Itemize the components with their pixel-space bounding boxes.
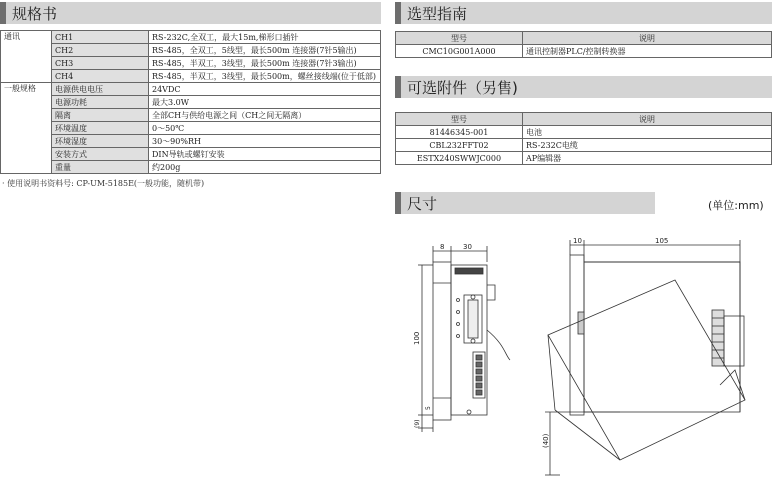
spec-row-label: CH3 [52,57,149,70]
spec-row-value: 全部CH与供给电源之间（CH之间无隔离） [149,109,381,122]
model-cell: 81446345-001 [396,126,523,139]
table-header-row [396,113,772,126]
spec-table [0,30,381,174]
dim-105-label: 105 [655,237,669,245]
model-cell: CMC10G001A000 [396,45,523,58]
table-row [1,96,381,109]
dim-10-label: 10 [573,237,582,245]
table-row [396,126,772,139]
dimensions-unit: (单位:mm) [708,199,764,212]
dim-40-label: (40) [542,433,550,448]
spec-row-label: 电源供电电压 [52,83,149,96]
spec-row-label: CH2 [52,44,149,57]
desc-cell: 通讯控制器PLC/控制转换器 [523,45,772,58]
spec-section-header [0,2,381,24]
side-view [545,240,745,475]
dim-30-label: 30 [463,243,472,251]
spec-row-label: 重量 [52,161,149,174]
table-row [1,57,381,70]
header-bar [395,76,401,98]
table-row [1,161,381,174]
table-row [1,70,381,83]
spec-title: 规格书 [12,4,58,23]
column-header: 型号 [396,32,523,45]
spec-row-value: RS-485，半双工，3线型，最长500m 连接器(7针3输出) [149,57,381,70]
table-row [1,148,381,161]
table-row [1,135,381,148]
table-row [1,109,381,122]
table-row [1,83,381,96]
spec-row-label: CH1 [52,31,149,44]
dim-8-label: 8 [440,243,445,251]
manual-note: · 使用说明书资料号: CP-UM-5185E(一般功能，随机带) [2,179,205,188]
spec-row-value: 30～90%RH [149,135,381,148]
spec-row-value: 24VDC [149,83,381,96]
column-header: 说明 [523,113,772,126]
dim-5-label: 5 [425,406,432,410]
spec-row-value: DIN导轨或螺钉安装 [149,148,381,161]
spec-row-value: 最大3.0W [149,96,381,109]
spec-row-value: 0～50℃ [149,122,381,135]
model-cell: ESTX240SWWJC000 [396,152,523,165]
header-bar [0,2,6,24]
accessories-section-header [395,76,772,98]
table-row [1,44,381,57]
column-header: 型号 [396,113,523,126]
spec-row-value: RS-485，全双工，5线型，最长500m 连接器(7针5输出) [149,44,381,57]
selection-title: 选型指南 [407,4,468,23]
spec-row-label: CH4 [52,70,149,83]
spec-group-label: 一般规格 [1,83,52,174]
accessories-title: 可选附件（另售) [407,78,518,97]
dim-9-label: (9) [414,419,421,428]
accessories-table [395,112,772,165]
dimensions-title: 尺寸 [407,194,438,213]
table-row [396,139,772,152]
spec-group-label: 通讯 [1,31,52,83]
table-row [1,31,381,44]
table-row [396,152,772,165]
dimensions-section-header [395,192,655,214]
model-cell: CBL232FFT02 [396,139,523,152]
spec-row-label: 环境温度 [52,122,149,135]
dim-100-label: 100 [413,331,421,345]
spec-row-label: 电源功耗 [52,96,149,109]
spec-row-label: 安装方式 [52,148,149,161]
table-header-row [396,32,772,45]
front-view [418,246,510,432]
spec-row-label: 隔离 [52,109,149,122]
table-row [1,122,381,135]
desc-cell: AP编辑器 [523,152,772,165]
spec-row-value: 约200g [149,161,381,174]
selection-table [395,31,772,58]
spec-row-label: 环境湿度 [52,135,149,148]
spec-row-value: RS-232C,全双工，最大15m,梯形口插针 [149,31,381,44]
column-header: 说明 [523,32,772,45]
selection-section-header [395,2,772,24]
desc-cell: RS-232C电缆 [523,139,772,152]
desc-cell: 电池 [523,126,772,139]
table-row [396,45,772,58]
header-bar [395,2,401,24]
spec-row-value: RS-485，半双工，3线型，最长500m，螺丝接线端(位于低部) [149,70,381,83]
header-bar [395,192,401,214]
